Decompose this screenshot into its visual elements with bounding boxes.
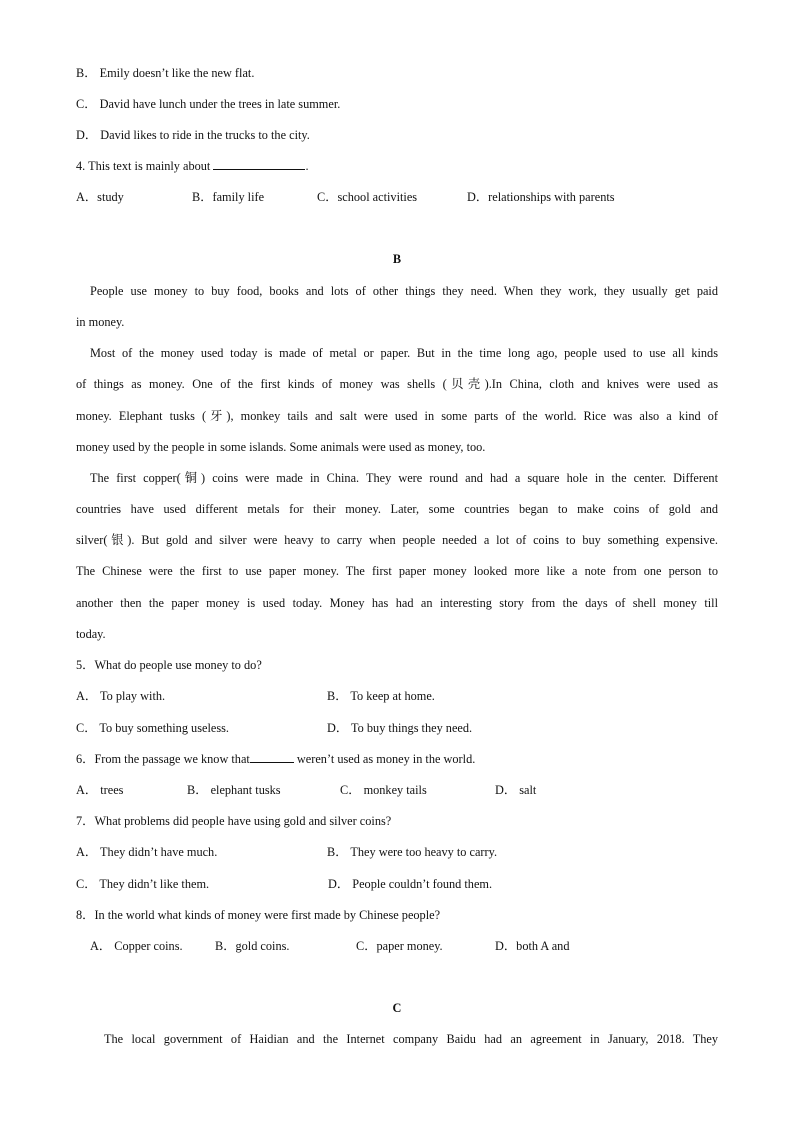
q6-option-b: B． elephant tusks [187,783,281,797]
q7-option-a: A． They didn’t have much. [76,845,218,859]
passage-b-line-11: another then the paper money is used today. Money has had an interesting story from the days of shell money till [76,596,718,610]
q7-option-b: B． They were too heavy to carry. [327,845,498,859]
q7-option-d: D． People couldn’t found them. [328,877,493,891]
passage-b-line-10: The Chinese were the first to use paper money. The first paper money looked more like a note from one person to [76,564,718,578]
passage-b-line-8: countries have used different metals for their money. Later, some countries began to make coins of gold and [76,502,718,516]
q4-answer-blank [213,158,305,170]
passage-b-line-6: money used by the people in some islands. Some animals were used as money, too. [76,440,486,454]
q8-option-c: C．paper money. [356,939,443,953]
q4-option-c: C．school activities [317,190,418,204]
q8-option-d: D．both A and [495,939,570,953]
q6-stem-end: weren’t used as money in the world. [293,752,476,766]
q6-stem-text: 6．From the passage we know that [76,752,250,766]
q3-option-b: B． Emily doesn’t like the new flat. [76,66,255,80]
q4-stem [76,158,309,174]
q5-option-d: D． To buy things they need. [327,721,473,735]
q4-option-d: D．relationships with parents [467,190,615,204]
q3-option-d: D． David likes to ride in the trucks to the city. [76,128,310,142]
q4-stem-text: 4. This text is mainly about [76,159,211,173]
q4-option-a: A．study [76,190,124,204]
q5-option-b: B． To keep at home. [327,689,435,703]
passage-b-line-2: in money. [76,315,125,329]
q6-option-c: C． monkey tails [340,783,427,797]
q8-option-b: B．gold coins. [215,939,290,953]
section-c-heading: C [392,1001,402,1015]
q5-option-a: A． To play with. [76,689,166,703]
q5-stem: 5．What do people use money to do? [76,658,262,672]
q6-option-a: A． trees [76,783,124,797]
q4-option-b: B．family life [192,190,265,204]
q7-option-c: C． They didn’t like them. [76,877,210,891]
q4-stem-end: . [305,159,309,173]
q8-option-a: A． Copper coins. [90,939,183,953]
passage-b-line-3: Most of the money used today is made of metal or paper. But in the time long ago, people used to use all kinds [90,346,718,360]
passage-b-line-5: money. Elephant tusks (牙), monkey tails and salt were used in some parts of the world. Rice was also a kind of [76,409,718,423]
passage-b-line-4: of things as money. One of the first kinds of money was shells (贝壳).In China, cloth and knives were used as [76,377,718,391]
passage-b-line-7: The first copper(铜) coins were made in China. They were round and had a square hole in the center. Different [90,471,718,485]
q6-option-d: D． salt [495,783,537,797]
section-b-heading: B [392,252,402,266]
q6-answer-blank [250,751,294,763]
q3-option-c: C． David have lunch under the trees in late summer. [76,97,341,111]
q7-stem: 7．What problems did people have using gold and silver coins? [76,814,392,828]
q6-stem [76,751,475,767]
q8-stem: 8．In the world what kinds of money were first made by Chinese people? [76,908,441,922]
passage-b-line-1: People use money to buy food, books and lots of other things they need. When they work, they usually get paid [90,284,718,298]
q5-option-c: C． To buy something useless. [76,721,229,735]
passage-c-line-1: The local government of Haidian and the Internet company Baidu had an agreement in January, 2018. They [104,1032,718,1046]
passage-b-line-9: silver(银). But gold and silver were heavy to carry when people needed a lot of coins to buy something expensive. [76,533,718,547]
passage-b-line-12: today. [76,627,106,641]
